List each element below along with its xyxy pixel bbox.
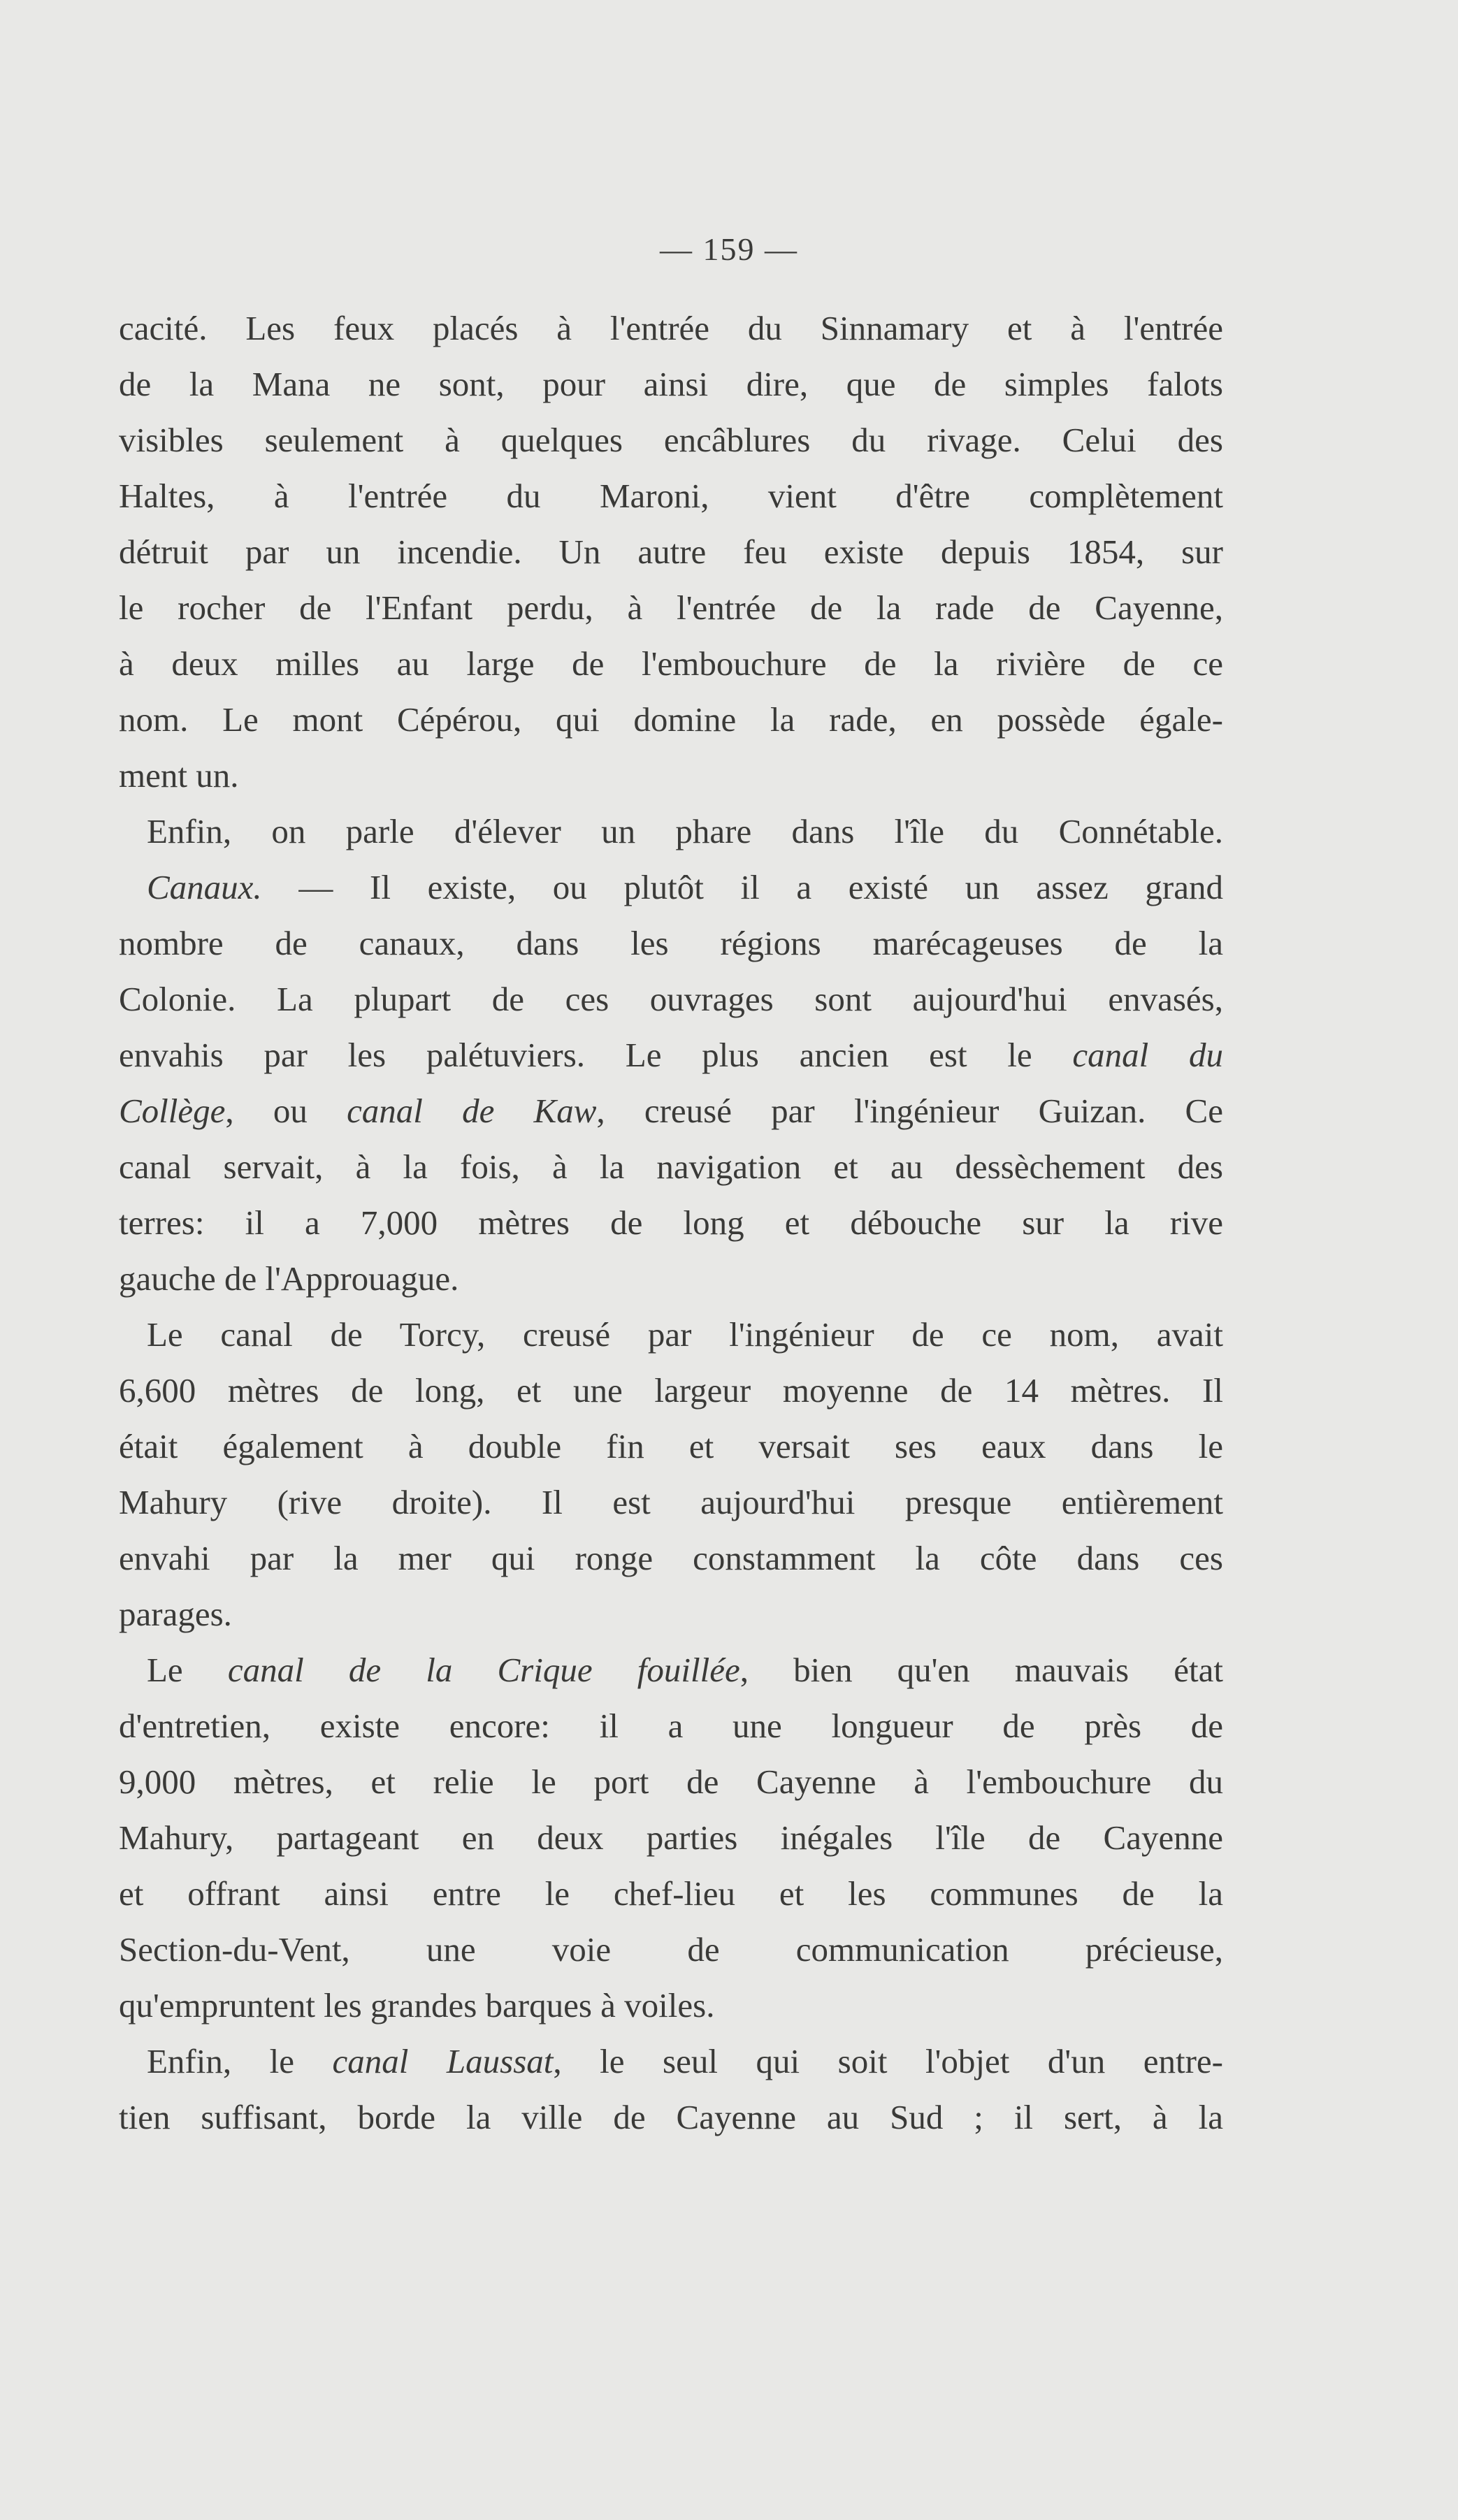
italic-text: Canaux. <box>147 868 262 906</box>
text-line <box>119 1866 1223 1922</box>
text-segment: , le seul qui soit l'objet d'un entre- <box>553 2042 1223 2080</box>
text-segment: 9,000 mètres, et relie le port de Cayenne à l'embouchure du <box>119 1762 1223 1801</box>
text-line <box>119 356 1223 412</box>
text-line <box>119 1530 1223 1586</box>
text-line <box>119 1363 1223 1419</box>
text-segment: , bien qu'en mauvais état <box>739 1651 1223 1689</box>
italic-text: canal de Kaw <box>347 1092 597 1130</box>
text-segment: — Il existe, ou plutôt il a existé un assez grand <box>261 868 1223 906</box>
text-line <box>119 748 1223 804</box>
text-segment: terres: il a 7,000 mètres de long et débouche sur la rive <box>119 1203 1223 1242</box>
text-line <box>119 1195 1223 1251</box>
text-segment: Enfin, on parle d'élever un phare dans l'île du Connétable. <box>147 812 1223 850</box>
text-segment: visibles seulement à quelques encâblures du rivage. Celui des <box>119 421 1223 459</box>
text-line <box>119 1978 1223 2034</box>
text-line <box>119 2034 1223 2090</box>
text-line <box>119 1251 1223 1307</box>
italic-text: canal Laussat <box>332 2042 554 2080</box>
text-segment: , creusé par l'ingénieur Guizan. Ce <box>596 1092 1223 1130</box>
text-line <box>119 1586 1223 1642</box>
text-line <box>119 1419 1223 1475</box>
text-segment: 6,600 mètres de long, et une largeur moyenne de 14 mètres. Il <box>119 1371 1223 1410</box>
italic-text: canal de la Crique fouillée <box>227 1651 740 1689</box>
text-segment: Section-du-Vent, une voie de communication précieuse, <box>119 1930 1223 1969</box>
text-segment: d'entretien, existe encore: il a une longueur de près de <box>119 1707 1223 1745</box>
text-line <box>119 915 1223 971</box>
text-segment: gauche de l'Approuague. <box>119 1259 459 1298</box>
text-line <box>119 1642 1223 1698</box>
text-segment: tien suffisant, borde la ville de Cayenne au Sud ; il sert, à la <box>119 2098 1223 2136</box>
text-segment: Haltes, à l'entrée du Maroni, vient d'être complètement <box>119 477 1223 515</box>
text-segment: Le canal de Torcy, creusé par l'ingénieur de ce nom, avait <box>147 1315 1223 1354</box>
text-segment: canal servait, à la fois, à la navigation et au dessèchement des <box>119 1147 1223 1186</box>
text-line <box>119 580 1223 636</box>
text-line <box>119 524 1223 580</box>
text-segment: Mahury, partageant en deux parties inégales l'île de Cayenne <box>119 1818 1223 1857</box>
text-line <box>119 300 1223 356</box>
page-number: — 159 — <box>660 231 798 267</box>
text-line <box>119 860 1223 915</box>
text-segment: nom. Le mont Cépérou, qui domine la rade, en possède égale- <box>119 700 1223 739</box>
text-line <box>119 1139 1223 1195</box>
text-line <box>119 1698 1223 1754</box>
text-line <box>119 1475 1223 1530</box>
body-text <box>119 300 1223 2145</box>
text-segment: , ou <box>225 1092 347 1130</box>
text-line <box>119 412 1223 468</box>
text-segment: envahi par la mer qui ronge constamment la côte dans ces <box>119 1539 1223 1577</box>
text-segment: Colonie. La plupart de ces ouvrages sont aujourd'hui envasés, <box>119 980 1223 1018</box>
text-line <box>119 692 1223 748</box>
text-segment: et offrant ainsi entre le chef-lieu et les communes de la <box>119 1874 1223 1913</box>
text-segment: nombre de canaux, dans les régions marécageuses de la <box>119 924 1223 962</box>
text-segment: Mahury (rive droite). Il est aujourd'hui presque entièrement <box>119 1483 1223 1521</box>
text-segment: Enfin, le <box>147 2042 333 2080</box>
italic-text: canal du <box>1072 1036 1223 1074</box>
text-segment: Le <box>147 1651 228 1689</box>
text-line <box>119 971 1223 1027</box>
text-segment: était également à double fin et versait ses eaux dans le <box>119 1427 1223 1465</box>
text-line <box>119 468 1223 524</box>
text-line <box>119 636 1223 692</box>
text-line <box>119 804 1223 860</box>
text-line <box>119 2090 1223 2145</box>
text-segment: à deux milles au large de l'embouchure de la rivière de ce <box>119 644 1223 683</box>
text-segment: détruit par un incendie. Un autre feu existe depuis 1854, sur <box>119 533 1223 571</box>
text-segment: cacité. Les feux placés à l'entrée du Sinnamary et à l'entrée <box>119 309 1223 347</box>
italic-text: Collège <box>119 1092 226 1130</box>
text-segment: qu'empruntent les grandes barques à voiles. <box>119 1986 715 2025</box>
text-segment: le rocher de l'Enfant perdu, à l'entrée de la rade de Cayenne, <box>119 588 1223 627</box>
text-segment: parages. <box>119 1595 232 1633</box>
text-line <box>119 1307 1223 1363</box>
text-segment: envahis par les palétuviers. Le plus ancien est le <box>119 1036 1073 1074</box>
text-line <box>119 1027 1223 1083</box>
text-line <box>119 1083 1223 1139</box>
text-segment: de la Mana ne sont, pour ainsi dire, que de simples falots <box>119 365 1223 403</box>
text-line <box>119 1754 1223 1810</box>
text-line <box>119 1922 1223 1978</box>
text-segment: ment un. <box>119 756 239 795</box>
text-line <box>119 1810 1223 1866</box>
